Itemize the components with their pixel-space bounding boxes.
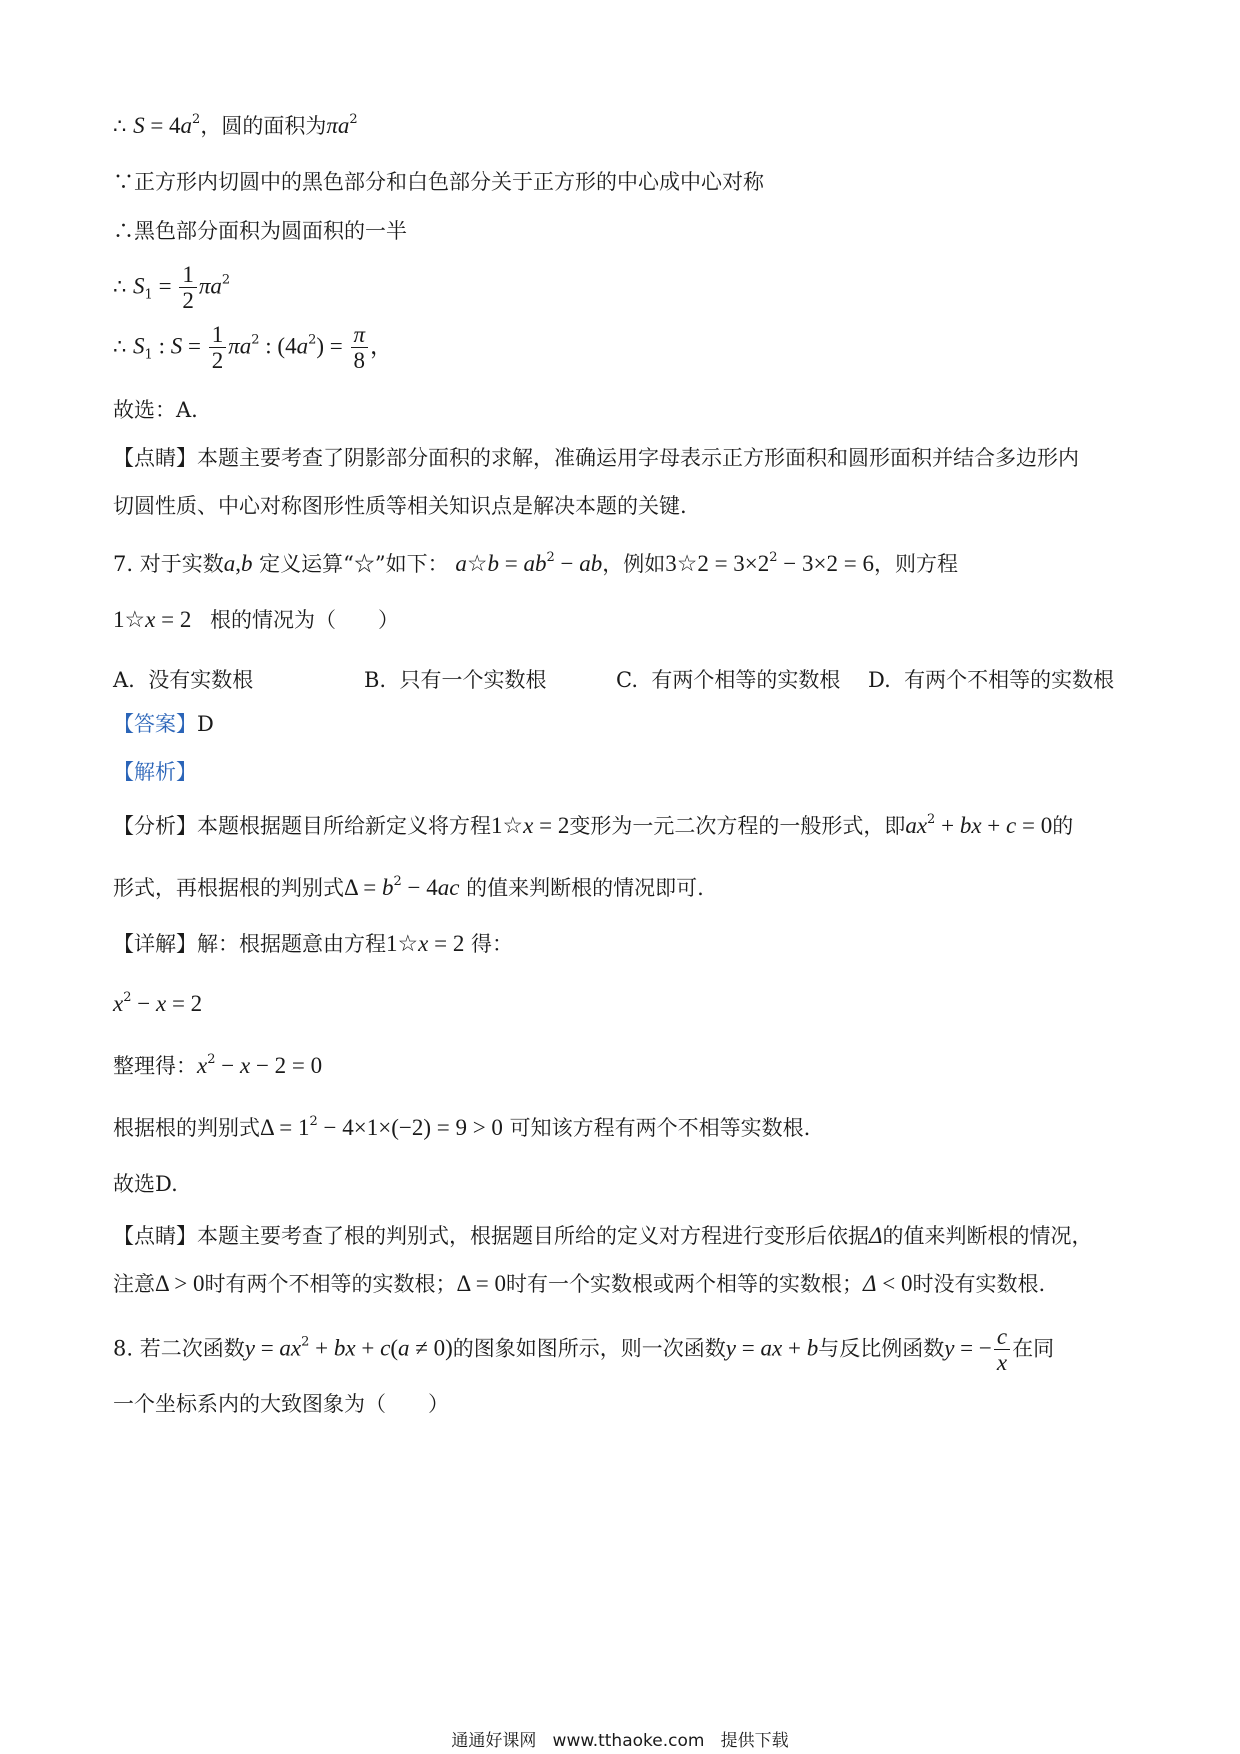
detail-equation-1: $x^2 - x = 2$ <box>113 990 203 1016</box>
discriminant-line: 根据根的判别式$\Delta = 1^2 - 4\times 1\times(-2) = 9 > 0$ 可知该方程有两个不相等实数根. <box>113 1114 811 1140</box>
solution6-conclusion: 故选：A. <box>113 398 198 422</box>
footer-url-link[interactable]: www.tthaoke.com <box>552 1731 705 1751</box>
option-d: D. 有两个不相等的实数根 <box>868 668 1115 692</box>
solution6-comment-1: 【点睛】本题主要考查了阴影部分面积的求解，准确运用字母表示正方形面积和圆形面积并结合多边形内 <box>113 446 1079 470</box>
solution-line-area: ∴ $S = 4a^2$，圆的面积为$\pi a^2$ <box>113 112 358 138</box>
question7-comment-2: 注意Δ > 0时有两个不相等的实数根；Δ = 0时有一个实数根或两个相等的实数根；Δ < 0时没有实数根. <box>113 1271 1046 1296</box>
question8-stem-2: 一个坐标系内的大致图象为（ ） <box>113 1392 449 1416</box>
option-a: A. 没有实数根 <box>113 668 254 692</box>
answer-line: 【答案】D <box>113 712 214 736</box>
fenxi-line-1: 【分析】本题根据题目所给新定义将方程1☆x = 2变形为一元二次方程的一般形式，即$ax^2$ + bx + c = 0的 <box>113 812 1074 838</box>
solution-line-ratio: ∴ $S_1$ : S = $\frac{1}{2}$ $\pi a^2$ : $(4a^2)$ = $\frac{\pi}{8}$ ， <box>113 322 394 374</box>
question7-stem-2: 1☆x = 2 根的情况为（ ） <box>113 607 400 632</box>
solution-line-s1: ∴ $S_1$ = $\frac{1}{2}$ $\pi a^2$ <box>113 262 231 314</box>
page-footer <box>0 1726 1240 1751</box>
detail-line-1: 【详解】解：根据题意由方程1☆x = 2 得： <box>113 931 514 956</box>
fenxi-line-2: 形式，再根据根的判别式$\Delta = b^2 - 4ac$ 的值来判断根的情况即可. <box>113 874 704 900</box>
question7-comment-1: 【点睛】本题主要考查了根的判别式，根据题目所给的定义对方程进行变形后依据Δ的值来判断根的情况， <box>113 1223 1093 1248</box>
analysis-tag: 【解析】 <box>113 760 197 784</box>
question7-stem-1: 7. 对于实数a,b 定义运算“☆”如下： a☆b = $ab^2$ − ab，例如3☆2 = $3\times 2^2 - 3\times 2 = 6$，则方程 <box>113 550 958 576</box>
solution6-comment-2: 切圆性质、中心对称图形性质等相关知识点是解决本题的关键. <box>113 494 687 518</box>
question7-conclusion: 故选D. <box>113 1172 178 1196</box>
solution-line-symmetry: ∵正方形内切圆中的黑色部分和白色部分关于正方形的中心成中心对称 <box>113 170 764 194</box>
footer-suffix: 提供下载 <box>720 1731 789 1751</box>
detail-equation-2: 整理得：$x^2 - x - 2 = 0$ <box>113 1052 323 1078</box>
footer-site-name: 通通好课网 <box>451 1731 537 1751</box>
solution-line-half: ∴黑色部分面积为圆面积的一半 <box>113 219 407 243</box>
option-b: B. 只有一个实数根 <box>364 668 547 692</box>
question8-stem-1: 8. 若二次函数$y = ax^2$ + bx + c(a ≠ 0)的图象如图所示，则一次函数y = ax + b与反比例函数y = − $\frac{c}{x}$ 在同 <box>113 1324 1055 1376</box>
option-c: C. 有两个相等的实数根 <box>616 668 841 692</box>
